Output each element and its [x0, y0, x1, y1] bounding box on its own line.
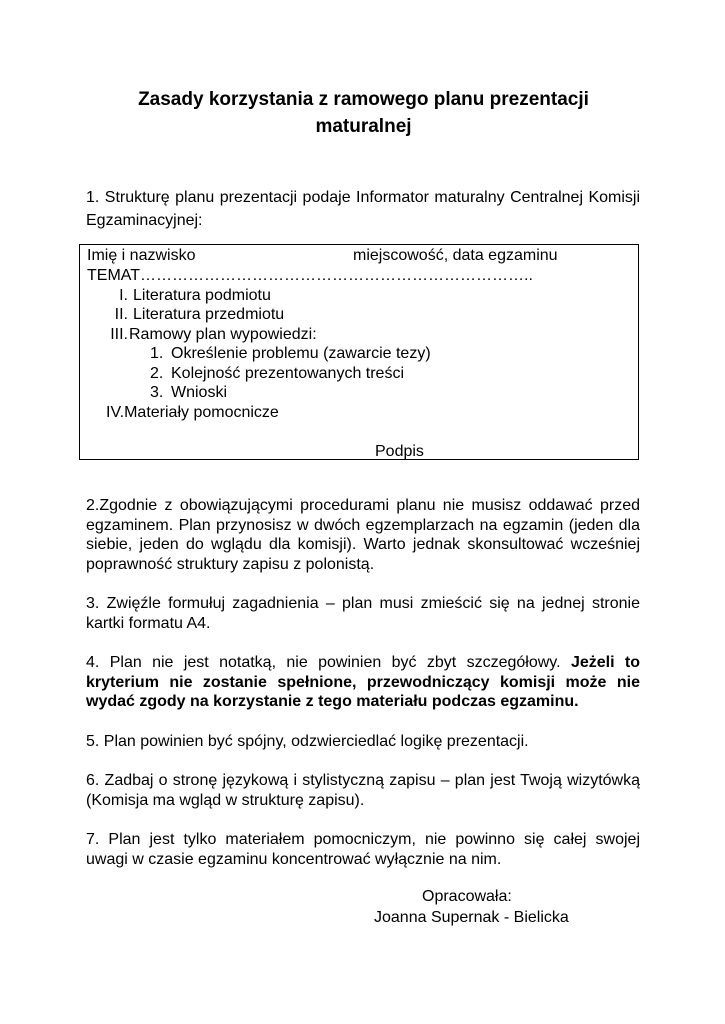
sub-item-3-text: Wnioski [171, 384, 228, 401]
paragraph-7: 7. Plan jest tylko materiałem pomocniczym, nie powinno się całej swojej uwagi w czasie egzaminu koncentrować wyłącznie na nim. [86, 831, 640, 868]
list-item-2-num: II. [114, 306, 128, 323]
author-name: Joanna Supernak - Bielicka [374, 909, 569, 926]
paragraph-2: 2.Zgodnie z obowiązującymi procedurami planu nie musisz oddawać przed egzaminem. Plan przynosisz w dwóch egzemplarzach na egzamin (jeden dla siebie, jeden do wglądu dla komisji). Warto jednak skonsultować wcześniej poprawność struktury zapisu z polonistą. [86, 497, 640, 573]
list-item-1-num: I. [119, 287, 128, 304]
sub-item-2-num: 2. [150, 365, 164, 382]
paragraph-3: 3. Zwięźle formułuj zagadnienia – plan musi zmieścić się na jednej stronie kartki formatu A4. [86, 595, 640, 632]
document-title [86, 86, 641, 140]
paragraph-5: 5. Plan powinien być spójny, odzwierciedlać logikę prezentacji. [86, 733, 529, 750]
list-item-2-text: Literatura przedmiotu [133, 306, 285, 323]
list-item-4-num: IV. [106, 404, 125, 421]
title-line-2: maturalnej [315, 116, 412, 137]
sub-item-2 [150, 364, 404, 384]
signature-label: Podpis [375, 443, 424, 460]
list-item-3 [106, 325, 317, 345]
sub-item-1 [150, 344, 431, 364]
plan-template-box [79, 244, 639, 460]
name-label: Imię i nazwisko [87, 247, 196, 264]
paragraph-4-normal: 4. Plan nie jest notatką, nie powinien być zbyt szczegółowy. [86, 654, 571, 671]
paragraph-6: 6. Zadbaj o stronę językową i stylistyczną zapisu – plan jest Twoją wizytówką (Komisja ma wgląd w strukturę zapisu). [86, 772, 640, 809]
list-item-3-text: Ramowy plan wypowiedzi: [129, 326, 317, 343]
list-item-1 [106, 286, 271, 306]
list-item-2 [106, 305, 284, 325]
sub-item-2-text: Kolejność prezentowanych treści [171, 365, 405, 382]
sub-item-3-num: 3. [150, 384, 164, 401]
sub-item-1-num: 1. [150, 345, 164, 362]
sub-item-1-text: Określenie problemu (zawarcie tezy) [171, 345, 431, 362]
paragraph-4-bold: Jeżeli to kryterium nie zostanie spełnione, przewodniczący komisji może nie wydać zgody na korzystanie z tego materiału podczas egzaminu. [86, 654, 640, 710]
list-item-4-text: Materiały pomocnicze [124, 404, 279, 421]
place-date-label: miejscowość, data egzaminu [353, 247, 558, 264]
paragraph-4 [86, 653, 640, 712]
list-item-3-num: III. [110, 326, 128, 343]
paragraph-1: 1. Strukturę planu prezentacji podaje Informator maturalny Centralnej Komisji Egzaminacyjnej: [86, 189, 640, 229]
list-item-4 [106, 403, 279, 423]
sub-item-3 [150, 383, 227, 403]
title-line-1: Zasady korzystania z ramowego planu prezentacji [138, 89, 589, 110]
author-label: Opracowała: [422, 888, 512, 905]
topic-label: TEMAT……………………………………………………………….. [87, 267, 533, 284]
list-item-1-text: Literatura podmiotu [133, 287, 271, 304]
